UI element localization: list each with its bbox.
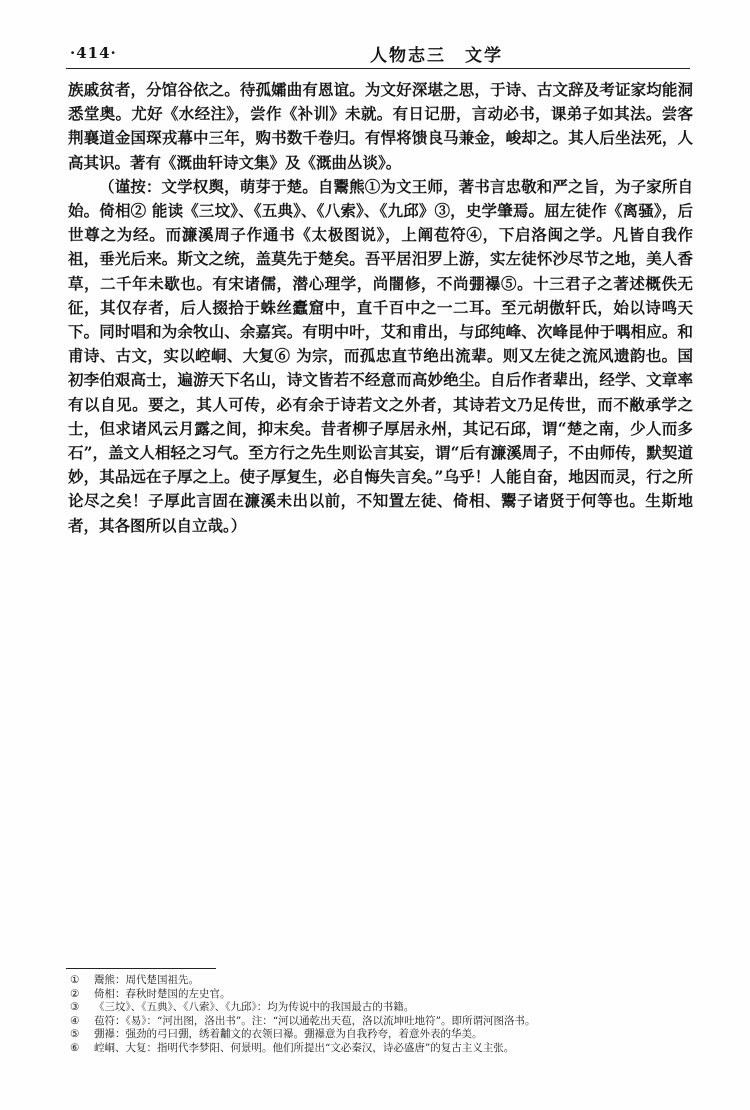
footnote-mark: ⑥: [70, 1041, 80, 1054]
paragraph-commentary: （谨按：文学权舆，萌芽于楚。自鬻熊①为文王师，著书言忠敬和严之旨，为子家所自始。倚相② 能读《三坟》、《五典》、《八索》、《九邱》③，史学肇焉。屈左徒作《离骚》，后世尊之为经。而濂溪周子作通书《太极图说》，上阐苞符④，下启洛闽之学。凡皆自我作祖，垂光后来。斯文之统，盖莫先于楚矣。吾平居汨罗上游，实左徒怀沙尽节之地，美人香草，二千年未歇也。有宋诸儒，潜心理学，尚闇修，不尚弸襮⑤。十三君子之著述概佚无征，其仅存者，后人掇拾于蛛丝蠹窟中，直千百中之一二耳。至元胡傲轩氏，始以诗鸣天下。同时唱和为余牧山、余嘉宾。有明中叶，艾和甫出，与邱纯峰、次峰昆仲于喁相应。和甫诗、古文，实以崆峒、大复⑥ 为宗，而孤忠直节绝出流辈。则又左徒之流风遗韵也。国初李伯艰高士，遍游天下名山，诗文皆若不经意而高妙绝尘。自后作者辈出，经学、文章率有以自见。要之，其人可传，必有余于诗若文之外者，其诗若文乃足传世，而不敝承学之士，但求诸风云月露之间，抑末矣。昔者柳子厚居永州，其记石邱，谓“楚之南，少人而多石”，盖文人相轻之习气。至方行之先生则讼言其妄，谓“后有濂溪周子，不由师传，默契道妙，其品远在子厚之上。使子厚复生，必自悔失言矣。”乌乎！人能自奋，地因而灵，行之所论尽之矣！子厚此言固在濂溪未出以前，不知置左徒、倚相、鬻子诸贤于何等也。生斯地者，其各图所以自立哉。）: [68, 176, 693, 535]
page-header: [70, 38, 690, 66]
footnote-mark: ②: [70, 987, 80, 1000]
page-number: ·414·: [70, 44, 117, 62]
footnote-text: 弸襮：强劲的弓曰弸，绣着黼文的衣领曰襮。弸襮意为自我矜夸，着意外表的华美。: [94, 1028, 483, 1040]
header-rule: [66, 68, 690, 69]
running-title: 人物志三 文学: [370, 46, 503, 66]
footnote-2: [70, 988, 690, 1002]
footnote-rule: [66, 968, 216, 969]
footnotes: [70, 974, 690, 1055]
footnote-5: [70, 1028, 690, 1042]
footnote-3: [70, 1001, 690, 1015]
footnote-text: 鬻熊：周代楚国祖先。: [94, 974, 199, 986]
footnote-mark: ①: [70, 974, 80, 986]
footnote-text: 崆峒、大复：指明代李梦阳、何景明。他们所提出“文必秦汉，诗必盛唐”的复古主义主张。: [94, 1041, 515, 1054]
footnote-1: [70, 974, 690, 988]
footnote-6: [70, 1042, 690, 1056]
footnote-text: 倚相：春秋时楚国的左史官。: [94, 987, 231, 1000]
footnote-text: 苞符：《易》：“河出图，洛出书”。注：“河以通乾出天苞，洛以流坤吐地符”。即所谓河图洛书。: [94, 1014, 536, 1027]
footnote-4: [70, 1015, 690, 1029]
footnote-text: 《三坟》、《五典》、《八索》、《九邱》：均为传说中的我国最古的书籍。: [94, 1001, 415, 1013]
footnote-mark: ④: [70, 1014, 80, 1027]
paragraph-continued: 族戚贫者，分馆谷依之。待孤孀曲有恩谊。为文好深堪之思，于诗、古文辞及考证家均能洞悉堂奥。尤好《水经注》，尝作《补训》未就。有日记册，言动必书，课弟子如其法。尝客荆襄道金国琛戎幕中三年，购书数千卷归。有悍将馈良马兼金，峻却之。其人后坐法死，人高其识。著有《溉曲轩诗文集》及《溉曲丛谈》。: [68, 80, 693, 172]
footnote-mark: ⑤: [70, 1028, 80, 1040]
footnote-mark: ③: [70, 1001, 80, 1013]
body-text: [68, 78, 693, 538]
